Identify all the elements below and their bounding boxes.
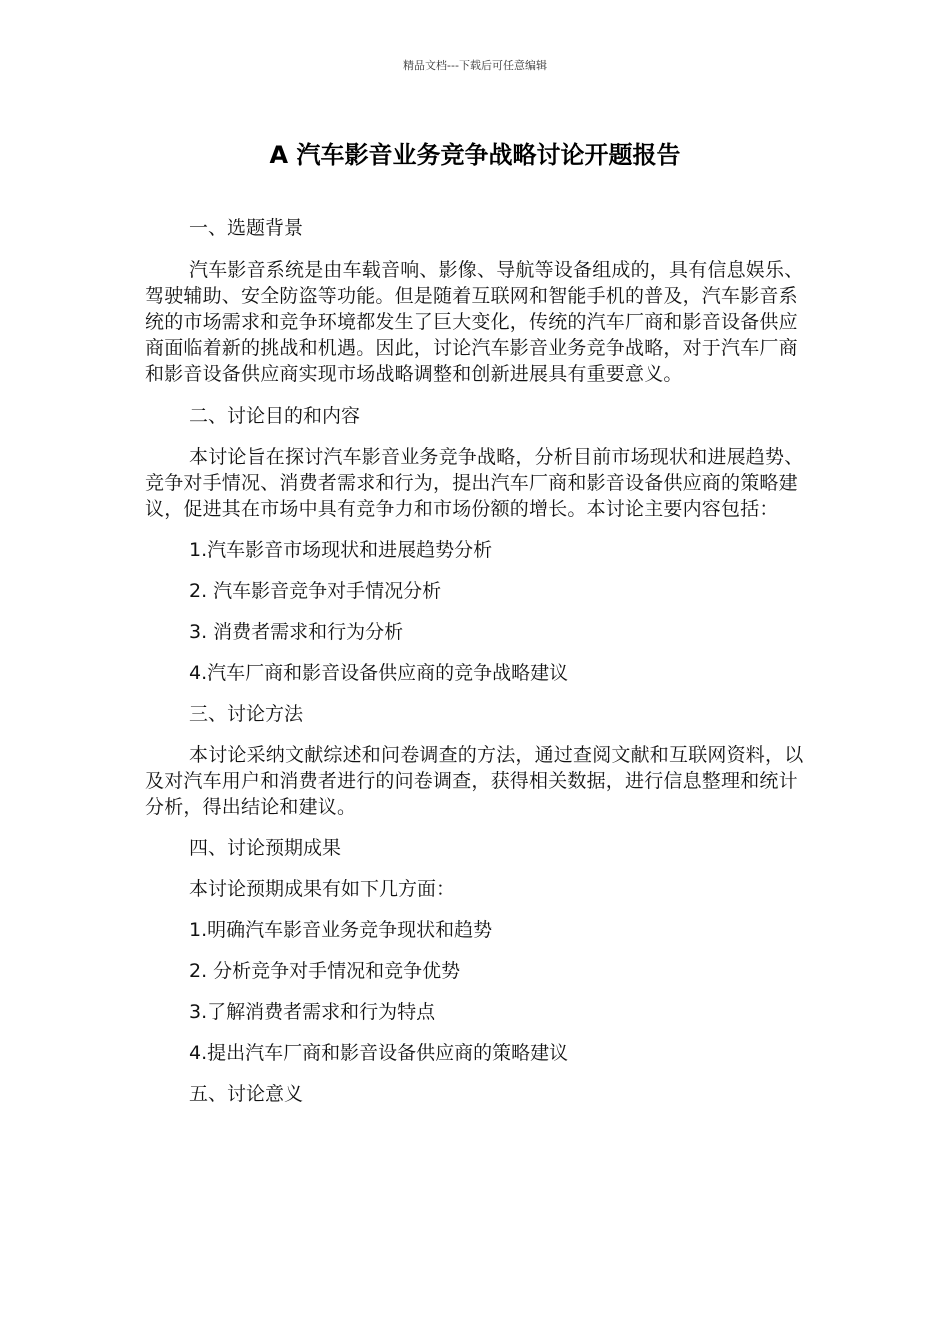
header-note: 精品文档---下载后可任意编辑: [403, 59, 547, 72]
results-intro: 本讨论预期成果有如下几方面：: [189, 878, 456, 900]
purpose-paragraph: 本讨论旨在探讨汽车影音业务竞争战略，分析目前市场现状和进展趋势、竞争对手情况、消费者需求和行为，提出汽车厂商和影音设备供应商的策略建议，促进其在市场中具有竞争力和市场份额的增长。本讨论主要内容包括：: [145, 446, 804, 520]
section-heading-results: 四、讨论预期成果: [189, 837, 342, 859]
section-heading-significance: 五、讨论意义: [189, 1083, 304, 1105]
list-item: 3. 消费者需求和行为分析: [189, 621, 404, 643]
list-item: 4.提出汽车厂商和影音设备供应商的策略建议: [189, 1042, 569, 1064]
list-item: 4.汽车厂商和影音设备供应商的竞争战略建议: [189, 662, 569, 684]
background-paragraph: 汽车影音系统是由车载音响、影像、导航等设备组成的，具有信息娱乐、驾驶辅助、安全防盗等功能。但是随着互联网和智能手机的普及，汽车影音系统的市场需求和竞争环境都发生了巨大变化，传统的汽车厂商和影音设备供应商面临着新的挑战和机遇。因此，讨论汽车影音业务竞争战略，对于汽车厂商和影音设备供应商实现市场战略调整和创新进展具有重要意义。: [145, 259, 804, 385]
list-item: 2. 分析竞争对手情况和竞争优势: [189, 960, 461, 982]
section-heading-purpose: 二、讨论目的和内容: [189, 405, 361, 427]
list-item: 1.汽车影音市场现状和进展趋势分析: [189, 539, 493, 561]
list-item: 1.明确汽车影音业务竞争现状和趋势: [189, 919, 493, 941]
list-item: 3.了解消费者需求和行为特点: [189, 1001, 436, 1023]
section-heading-background: 一、选题背景: [189, 217, 304, 239]
method-paragraph: 本讨论采纳文献综述和问卷调查的方法，通过查阅文献和互联网资料，以及对汽车用户和消费者进行的问卷调查，获得相关数据，进行信息整理和统计分析，得出结论和建议。: [145, 744, 804, 818]
list-item: 2. 汽车影音竞争对手情况分析: [189, 580, 442, 602]
document-body: [145, 215, 805, 1107]
section-heading-method: 三、讨论方法: [189, 703, 304, 725]
document-title: A 汽车影音业务竞争战略讨论开题报告: [269, 141, 681, 169]
